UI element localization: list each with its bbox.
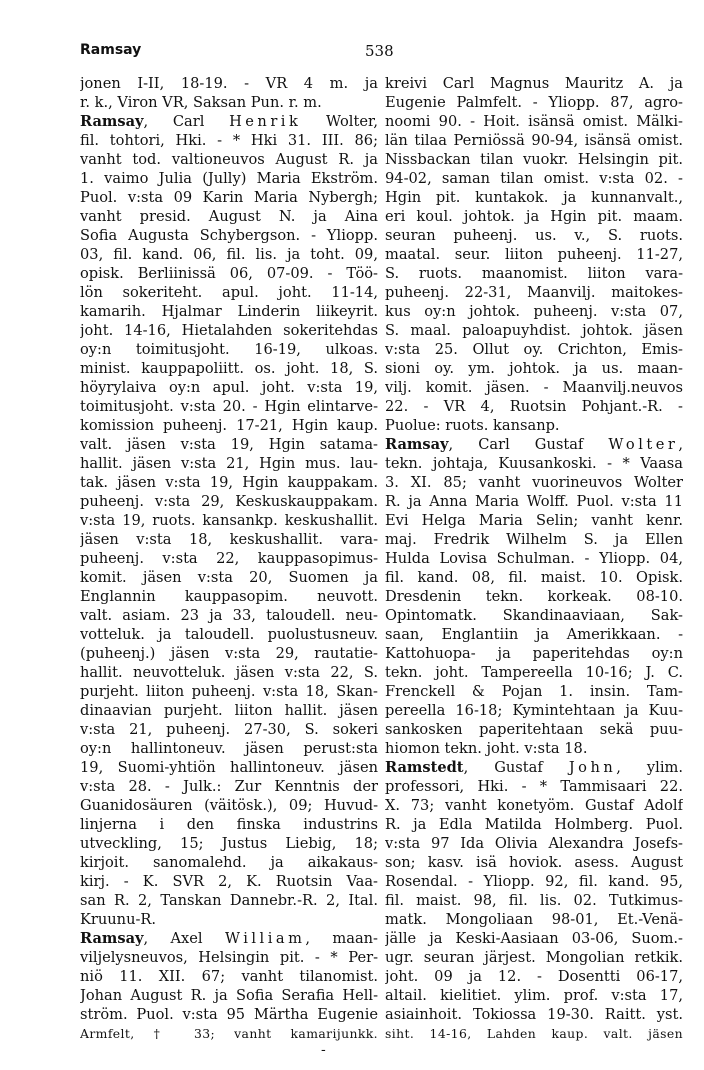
text-line: sioni oy. ym. johtok. ja us. maan- xyxy=(385,360,683,377)
text-line: Armfelt, † 33; vanht kamarijunkk. xyxy=(80,1026,378,1041)
text-line: hallit. jäsen v:sta 21, Hgin mus. lau- xyxy=(80,455,378,472)
text-line: Eugenie Palmfelt. - Yliopp. 87, agro- xyxy=(385,94,683,111)
entry-heading-line xyxy=(80,112,378,131)
text-line: Englannin kauppasopim. neuvott. xyxy=(80,588,378,605)
text-line: puheenj. 22-31, Maanvilj. maitokes- xyxy=(385,284,683,301)
text-line: kamarih. Hjalmar Linderin liikeyrit. xyxy=(80,303,378,320)
text-line: professori, Hki. - * Tammisaari 22. xyxy=(385,778,683,795)
page-number: 538 xyxy=(365,42,394,60)
text-line: hiomon tekn. joht. v:sta 18. xyxy=(385,740,588,757)
text-line: opisk. Berliinissä 06, 07-09. - Töö- xyxy=(80,265,378,282)
text-line: Kattohuopa- ja paperitehdas oy:n xyxy=(385,645,683,662)
text-line: linjerna i den finska industrins xyxy=(80,816,378,833)
text-line: tekn. johtaja, Kuusankoski. - * Vaasa xyxy=(385,455,683,472)
text-line: noomi 90. - Hoit. isänsä omist. Mälki- xyxy=(385,113,683,130)
entry-heading-rest: , ylim. xyxy=(616,759,683,776)
text-line: tak. jäsen v:sta 19, Hgin kauppakam. xyxy=(80,474,378,491)
text-line: joht. 14-16, Hietalahden sokeritehdas xyxy=(80,322,378,339)
text-line: Kruunu-R. xyxy=(80,911,157,928)
text-line: niö 11. XII. 67; vanht tilanomist. xyxy=(80,968,378,985)
entry-given-names: , Gustaf xyxy=(463,759,569,776)
text-line: r. k., Viron VR, Saksan Pun. r. m. xyxy=(80,94,322,111)
text-line: v:sta 21, puheenj. 27-30, S. sokeri xyxy=(80,721,378,738)
entry-heading-line xyxy=(385,435,683,454)
text-line: (puheenj.) jäsen v:sta 29, rautatie- xyxy=(80,645,378,662)
text-line: asiainhoit. Tokiossa 19-30. Raitt. yst. xyxy=(385,1006,683,1023)
text-line: v:sta 25. Ollut oy. Crichton, Emis- xyxy=(385,341,683,358)
entry-heading-rest: , maan- xyxy=(305,930,378,947)
text-line: joht. 09 ja 12. - Dosentti 06-17, xyxy=(385,968,683,985)
text-line: puheenj. v:sta 29, Keskuskauppakam. xyxy=(80,493,378,510)
text-line: dinaavian purjeht. liiton hallit. jäsen xyxy=(80,702,378,719)
text-line: Hgin pit. kuntakok. ja kunnanvalt., xyxy=(385,189,683,206)
entry-given-names: , Carl Gustaf xyxy=(448,436,609,453)
entry-heading-line xyxy=(80,929,378,948)
text-line: v:sta 28. - Julk.: Zur Kenntnis der xyxy=(80,778,378,795)
text-line: san R. 2, Tanskan Dannebr.-R. 2, Ital. xyxy=(80,892,378,909)
text-line: höyrylaiva oy:n apul. joht. v:sta 19, xyxy=(80,379,378,396)
text-line: puheenj. v:sta 22, kauppasopimus- xyxy=(80,550,378,567)
text-line: toimitusjoht. v:sta 20. - Hgin elintarve- xyxy=(80,398,378,415)
text-line: pereella 16-18; Kymintehtaan ja Kuu- xyxy=(385,702,683,719)
text-line: Puol. v:sta 09 Karin Maria Nybergh; xyxy=(80,189,378,206)
footer-mark: - xyxy=(321,1042,326,1058)
text-line: seuran puheenj. us. v., S. ruots. xyxy=(385,227,683,244)
text-line: S. ruots. maanomist. liiton vara- xyxy=(385,265,683,282)
text-line: saan, Englantiin ja Amerikkaan. - xyxy=(385,626,683,643)
text-line: v:sta 19, ruots. kansankp. keskushallit. xyxy=(80,512,378,529)
text-line: v:sta 97 Ida Olivia Alexandra Josefs- xyxy=(385,835,683,852)
text-line: ström. Puol. v:sta 95 Märtha Eugenie xyxy=(80,1006,378,1023)
running-head: Ramsay xyxy=(80,42,142,58)
text-line: län tilaa Perniössä 90-94, isänsä omist. xyxy=(385,132,683,149)
entry-heading-line xyxy=(385,758,683,777)
text-line: lön sokeriteht. apul. joht. 11-14, xyxy=(80,284,378,301)
text-line: viljelysneuvos, Helsingin pit. - * Per- xyxy=(80,949,378,966)
text-line: S. maal. paloapuyhdist. johtok. jäsen xyxy=(385,322,683,339)
text-line: jonen I-II, 18-19. - VR 4 m. ja xyxy=(80,75,378,92)
text-line: ugr. seuran järjest. Mongolian retkik. xyxy=(385,949,683,966)
text-line: 03, fil. kand. 06, fil. lis. ja toht. 09, xyxy=(80,246,378,263)
text-line: vanht presid. August N. ja Aina xyxy=(80,208,378,225)
text-line: vanht tod. valtioneuvos August R. ja xyxy=(80,151,378,168)
right-column xyxy=(385,74,683,1043)
text-line: Guanidosäuren (väitösk.), 09; Huvud- xyxy=(80,797,378,814)
text-line: siht. 14-16, Lahden kaup. valt. jäsen xyxy=(385,1026,683,1041)
text-line: 94-02, saman tilan omist. v:sta 02. - xyxy=(385,170,683,187)
text-line: jälle ja Keski-Aasiaan 03-06, Suom.- xyxy=(385,930,683,947)
text-line: 3. XI. 85; vanht vuorineuvos Wolter xyxy=(385,474,683,491)
text-line: fil. maist. 98, fil. lis. 02. Tutkimus- xyxy=(385,892,683,909)
text-line: valt. asiam. 23 ja 33, taloudell. neu- xyxy=(80,607,378,624)
text-line: Hulda Lovisa Schulman. - Yliopp. 04, xyxy=(385,550,683,567)
text-line: oy:n toimitusjoht. 16-19, ulkoas. xyxy=(80,341,378,358)
text-line: R. ja Anna Maria Wolff. Puol. v:sta 11 xyxy=(385,493,683,510)
text-line: kreivi Carl Magnus Mauritz A. ja xyxy=(385,75,683,92)
text-line: matk. Mongoliaan 98-01, Et.-Venä- xyxy=(385,911,683,928)
text-line: kirj. - K. SVR 2, K. Ruotsin Vaa- xyxy=(80,873,378,890)
entry-heading-rest: , xyxy=(678,436,683,453)
text-line: komit. jäsen v:sta 20, Suomen ja xyxy=(80,569,378,586)
entry-heading-rest: Wolter, xyxy=(301,113,378,130)
entry-surname: Ramstedt xyxy=(385,759,464,776)
text-line: Johan August R. ja Sofia Serafia Hell- xyxy=(80,987,378,1004)
text-line: Puolue: ruots. kansanp. xyxy=(385,417,560,434)
text-line: vilj. komit. jäsen. - Maanvilj.neuvos xyxy=(385,379,683,396)
text-line: 22. - VR 4, Ruotsin Pohjant.-R. - xyxy=(385,398,683,415)
text-line: Evi Helga Maria Selin; vanht kenr. xyxy=(385,512,683,529)
text-line: hallit. neuvotteluk. jäsen v:sta 22, S. xyxy=(80,664,378,681)
text-line: fil. kand. 08, fil. maist. 10. Opisk. xyxy=(385,569,683,586)
entry-called-name: Henrik xyxy=(229,113,302,130)
entry-given-names: , Carl xyxy=(143,113,230,130)
text-line: son; kasv. isä hoviok. asess. August xyxy=(385,854,683,871)
text-line: 19, Suomi-yhtiön hallintoneuv. jäsen xyxy=(80,759,378,776)
text-line: Dresdenin tekn. korkeak. 08-10. xyxy=(385,588,683,605)
text-line: utveckling, 15; Justus Liebig, 18; xyxy=(80,835,378,852)
text-line: altail. kielitiet. ylim. prof. v:sta 17, xyxy=(385,987,683,1004)
text-line: tekn. joht. Tampereella 10-16; J. C. xyxy=(385,664,683,681)
left-column xyxy=(80,74,378,1043)
entry-called-name: William xyxy=(224,930,306,947)
text-line: eri koul. johtok. ja Hgin pit. maam. xyxy=(385,208,683,225)
entry-called-name: Wolter xyxy=(608,436,679,453)
entry-surname: Ramsay xyxy=(80,113,144,130)
text-line: R. ja Edla Matilda Holmberg. Puol. xyxy=(385,816,683,833)
text-line: sankosken paperitehtaan sekä puu- xyxy=(385,721,683,738)
entry-surname: Ramsay xyxy=(385,436,449,453)
text-line: maj. Fredrik Wilhelm S. ja Ellen xyxy=(385,531,683,548)
text-line: 1. vaimo Julia (Jully) Maria Ekström. xyxy=(80,170,378,187)
text-line: kirjoit. sanomalehd. ja aikakaus- xyxy=(80,854,378,871)
text-line: votteluk. ja taloudell. puolustusneuv. xyxy=(80,626,378,643)
text-line: Rosendal. - Yliopp. 92, fil. kand. 95, xyxy=(385,873,683,890)
entry-called-name: John xyxy=(568,759,617,776)
text-line: kus oy:n johtok. puheenj. v:sta 07, xyxy=(385,303,683,320)
text-line: minist. kauppapoliitt. os. joht. 18, S. xyxy=(80,360,378,377)
text-line: Frenckell & Pojan 1. insin. Tam- xyxy=(385,683,683,700)
page-header xyxy=(80,42,679,66)
text-line: fil. tohtori, Hki. - * Hki 31. III. 86; xyxy=(80,132,378,149)
text-line: valt. jäsen v:sta 19, Hgin satama- xyxy=(80,436,378,453)
text-line: komission puheenj. 17-21, Hgin kaup. xyxy=(80,417,378,434)
text-line: purjeht. liiton puheenj. v:sta 18, Skan- xyxy=(80,683,378,700)
text-line: maatal. seur. liiton puheenj. 11-27, xyxy=(385,246,683,263)
text-line: X. 73; vanht konetyöm. Gustaf Adolf xyxy=(385,797,683,814)
text-line: Opintomatk. Skandinaaviaan, Sak- xyxy=(385,607,683,624)
text-line: Sofia Augusta Schybergson. - Yliopp. xyxy=(80,227,378,244)
text-line: jäsen v:sta 18, keskushallit. vara- xyxy=(80,531,378,548)
text-line: oy:n hallintoneuv. jäsen perust:sta xyxy=(80,740,378,757)
entry-given-names: , Axel xyxy=(143,930,225,947)
entry-surname: Ramsay xyxy=(80,930,144,947)
text-line: Nissbackan tilan vuokr. Helsingin pit. xyxy=(385,151,683,168)
